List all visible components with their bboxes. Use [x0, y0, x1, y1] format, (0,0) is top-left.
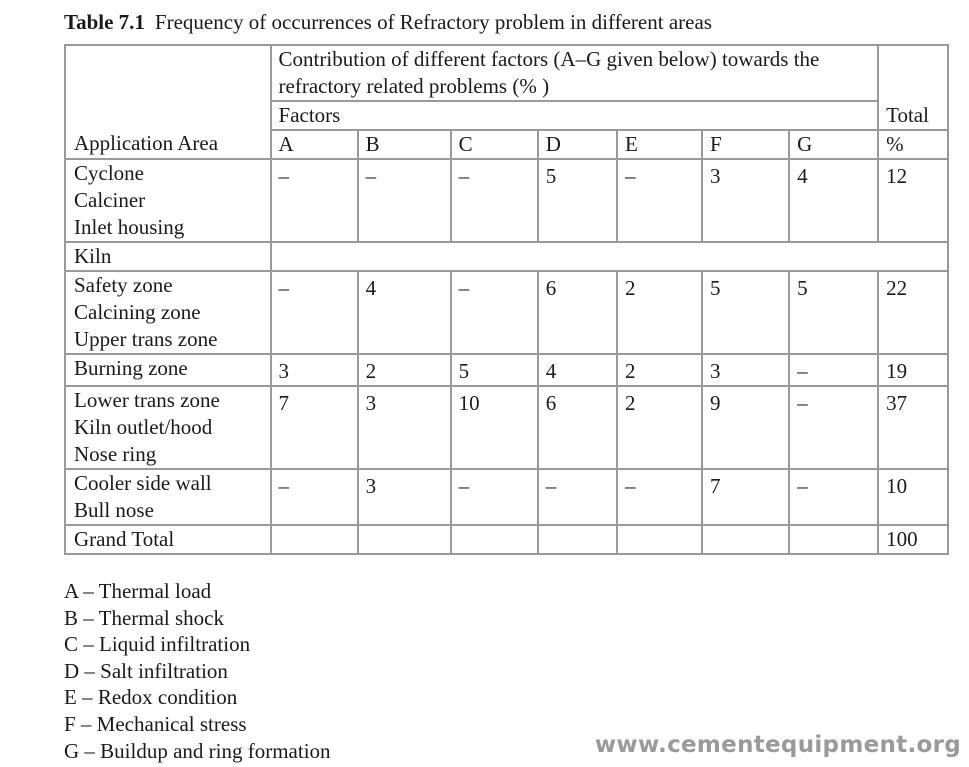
factor-value-e: 2 [617, 271, 702, 354]
area-cell [65, 271, 271, 354]
factor-value-c: 5 [451, 354, 538, 386]
area-cell [65, 159, 271, 242]
factor-value-f: 7 [702, 469, 789, 525]
factor-value-e: – [617, 159, 702, 242]
factor-value-f: 3 [702, 159, 789, 242]
area-name: Burning zone [74, 356, 188, 380]
area-name: Safety zone [74, 273, 173, 297]
factor-letter-e: E [617, 130, 702, 159]
area-name: Cyclone [74, 161, 144, 185]
total-header: Total [878, 45, 948, 130]
factor-value-f: 5 [702, 271, 789, 354]
factor-value-g: – [789, 386, 878, 469]
factor-letter-b: B [358, 130, 451, 159]
factor-value-d: – [538, 469, 617, 525]
watermark: www.cementequipment.org [594, 732, 961, 758]
refractory-table [64, 44, 949, 555]
contribution-header: Contribution of different factors (A–G given below) towards the refractory related problems (% ) [271, 45, 879, 101]
row-total: 22 [878, 271, 948, 354]
factor-value-g: 4 [789, 159, 878, 242]
grand-total-empty-cell [617, 525, 702, 554]
legend-item: D – Salt infiltration [64, 658, 228, 683]
factor-letter-f: F [702, 130, 789, 159]
factor-value-d: 6 [538, 271, 617, 354]
factor-value-f: 3 [702, 354, 789, 386]
factor-value-a: – [271, 469, 358, 525]
factor-letter-c: C [451, 130, 538, 159]
factor-value-a: 7 [271, 386, 358, 469]
factor-value-b: 3 [358, 386, 451, 469]
area-name: Cooler side wall [74, 471, 212, 495]
grand-total-empty-cell [271, 525, 358, 554]
grand-total-row [65, 525, 948, 554]
legend-item: A – Thermal load [64, 579, 212, 603]
factor-legend [64, 578, 331, 764]
factor-value-g: 5 [789, 271, 878, 354]
factor-value-b: 3 [358, 469, 451, 525]
row-total: 37 [878, 386, 948, 469]
legend-item: B – Thermal shock [64, 605, 225, 630]
table-row [65, 271, 948, 354]
factor-value-b: 2 [358, 354, 451, 386]
factor-value-d: 6 [538, 386, 617, 469]
legend-item: F – Mechanical stress [64, 711, 247, 736]
area-header: Application Area [65, 45, 271, 159]
factor-value-b: 4 [358, 271, 451, 354]
row-total: 12 [878, 159, 948, 242]
section-empty-cell [271, 242, 948, 271]
legend-item: C – Liquid infiltration [64, 632, 251, 657]
factor-value-g: – [789, 469, 878, 525]
area-name: Calcining zone [74, 300, 201, 324]
area-cell [65, 386, 271, 469]
factor-value-g: – [789, 354, 878, 386]
grand-total-value: 100 [878, 525, 948, 554]
table-row [65, 159, 948, 242]
table-row [65, 386, 948, 469]
factors-header: Factors [271, 101, 879, 130]
factor-value-a: – [271, 159, 358, 242]
factor-value-e: 2 [617, 354, 702, 386]
table-row [65, 469, 948, 525]
factor-value-c: 10 [451, 386, 538, 469]
grand-total-empty-cell [702, 525, 789, 554]
grand-total-empty-cell [789, 525, 878, 554]
area-name: Lower trans zone [74, 388, 220, 412]
area-name: Calciner [74, 188, 146, 212]
factor-value-a: – [271, 271, 358, 354]
factor-value-c: – [451, 271, 538, 354]
factor-value-c: – [451, 469, 538, 525]
grand-total-label: Grand Total [65, 525, 271, 554]
grand-total-empty-cell [358, 525, 451, 554]
legend-item: G – Buildup and ring formation [64, 738, 331, 763]
section-label: Kiln [65, 242, 271, 271]
area-cell [65, 469, 271, 525]
grand-total-empty-cell [451, 525, 538, 554]
legend-item: E – Redox condition [64, 685, 238, 710]
factor-value-f: 9 [702, 386, 789, 469]
grand-total-empty-cell [538, 525, 617, 554]
factor-value-c: – [451, 159, 538, 242]
total-unit: % [878, 130, 948, 159]
factor-letter-d: D [538, 130, 617, 159]
factor-value-e: – [617, 469, 702, 525]
factor-value-b: – [358, 159, 451, 242]
area-name: Upper trans zone [74, 327, 218, 351]
factor-value-d: 4 [538, 354, 617, 386]
factor-value-e: 2 [617, 386, 702, 469]
factor-letter-a: A [271, 130, 358, 159]
header-row-1 [65, 45, 948, 101]
table-caption [64, 10, 712, 35]
area-cell [65, 354, 271, 386]
section-row [65, 242, 948, 271]
row-total: 10 [878, 469, 948, 525]
table-row [65, 354, 948, 386]
factor-value-d: 5 [538, 159, 617, 242]
row-total: 19 [878, 354, 948, 386]
area-name: Inlet housing [74, 215, 185, 239]
factor-letter-g: G [789, 130, 878, 159]
area-name: Kiln outlet/hood [74, 415, 213, 439]
area-name: Nose ring [74, 442, 157, 466]
factor-value-a: 3 [271, 354, 358, 386]
table-title: Frequency of occurrences of Refractory problem in different areas [154, 10, 712, 34]
area-name: Bull nose [74, 498, 154, 522]
table-number: Table 7.1 [64, 10, 145, 34]
